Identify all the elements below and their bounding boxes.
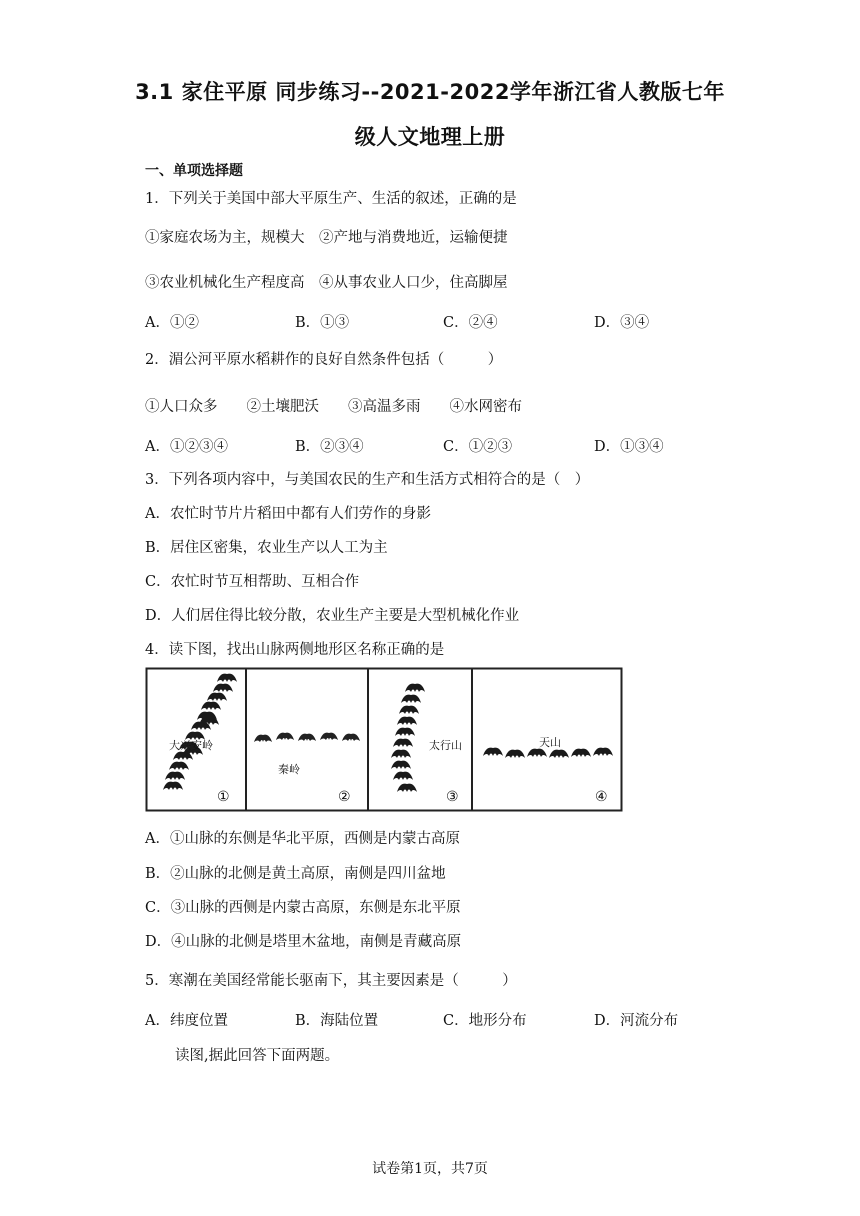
panel-4-label: 天山 xyxy=(539,736,561,749)
q2-option-a[interactable]: A．①②③④ xyxy=(145,439,228,455)
panel-3-number: ③ xyxy=(446,789,459,805)
mountain-map-figure xyxy=(145,667,623,812)
panel-4-mountains xyxy=(483,748,613,758)
title-line-1: 3.1 家住平原 同步练习--2021-2022学年浙江省人教版七年 xyxy=(135,80,725,104)
q2-option-d[interactable]: D．①③④ xyxy=(594,439,664,455)
q3-option-d[interactable]: D．人们居住得比较分散，农业生产主要是大型机械化作业 xyxy=(145,608,520,624)
q3-option-b[interactable]: B．居住区密集，农业生产以人工为主 xyxy=(145,540,388,556)
panel-1-number: ① xyxy=(217,789,230,805)
q2-option-c[interactable]: C．①②③ xyxy=(443,439,513,455)
q4-option-b[interactable]: B．②山脉的北侧是黄土高原，南侧是四川盆地 xyxy=(145,866,446,882)
section-heading: 一、单项选择题 xyxy=(145,163,243,179)
q3-option-c[interactable]: C．农忙时节互相帮助、互相合作 xyxy=(145,574,360,590)
reading-note: 读图,据此回答下面两题。 xyxy=(175,1048,340,1064)
q5-option-a[interactable]: A．纬度位置 xyxy=(145,1013,228,1029)
q1-item-line-2: ③农业机械化生产程度高 ④从事农业人口少，住高脚屋 xyxy=(145,275,508,291)
panel-4-number: ④ xyxy=(595,789,608,805)
q5-stem: 5．寒潮在美国经常能长驱南下，其主要因素是（ ） xyxy=(145,973,517,989)
panel-1-mountains xyxy=(163,674,237,790)
page-footer: 试卷第1页，共7页 xyxy=(372,1161,488,1177)
q1-option-b[interactable]: B．①③ xyxy=(295,315,350,331)
q5-option-d[interactable]: D．河流分布 xyxy=(594,1013,679,1029)
q4-option-a[interactable]: A．①山脉的东侧是华北平原，西侧是内蒙古高原 xyxy=(145,831,460,847)
q1-stem: 1．下列关于美国中部大平原生产、生活的叙述，正确的是 xyxy=(145,191,517,207)
q1-option-d[interactable]: D．③④ xyxy=(594,315,650,331)
q3-option-a[interactable]: A．农忙时节片片稻田中都有人们劳作的身影 xyxy=(145,506,431,522)
q5-option-c[interactable]: C．地形分布 xyxy=(443,1013,527,1029)
title-line-2: 级人文地理上册 xyxy=(354,125,506,149)
q4-stem: 4．读下图，找出山脉两侧地形区名称正确的是 xyxy=(145,642,445,658)
q5-option-b[interactable]: B．海陆位置 xyxy=(295,1013,379,1029)
panel-3-label: 太行山 xyxy=(429,739,462,752)
panel-1-label: 大兴安岭 xyxy=(169,739,213,752)
panel-3-mountains xyxy=(391,684,425,792)
q4-option-d[interactable]: D．④山脉的北侧是塔里木盆地，南侧是青藏高原 xyxy=(145,934,462,950)
q1-item-line-1: ①家庭农场为主，规模大 ②产地与消费地近，运输便捷 xyxy=(145,230,508,246)
panel-2-number: ② xyxy=(338,789,351,805)
panel-2-label: 秦岭 xyxy=(278,763,300,776)
q1-option-c[interactable]: C．②④ xyxy=(443,315,498,331)
q2-items: ①人口众多 ②土壤肥沃 ③高温多雨 ④水网密布 xyxy=(145,399,522,415)
panel-2-mountains xyxy=(254,733,360,742)
q4-option-c[interactable]: C．③山脉的西侧是内蒙古高原，东侧是东北平原 xyxy=(145,900,461,916)
q2-option-b[interactable]: B．②③④ xyxy=(295,439,364,455)
q2-stem: 2．湄公河平原水稻耕作的良好自然条件包括（ ） xyxy=(145,352,503,368)
q1-option-a[interactable]: A．①② xyxy=(145,315,199,331)
q3-stem: 3．下列各项内容中，与美国农民的生产和生活方式相符合的是（ ） xyxy=(145,472,590,488)
